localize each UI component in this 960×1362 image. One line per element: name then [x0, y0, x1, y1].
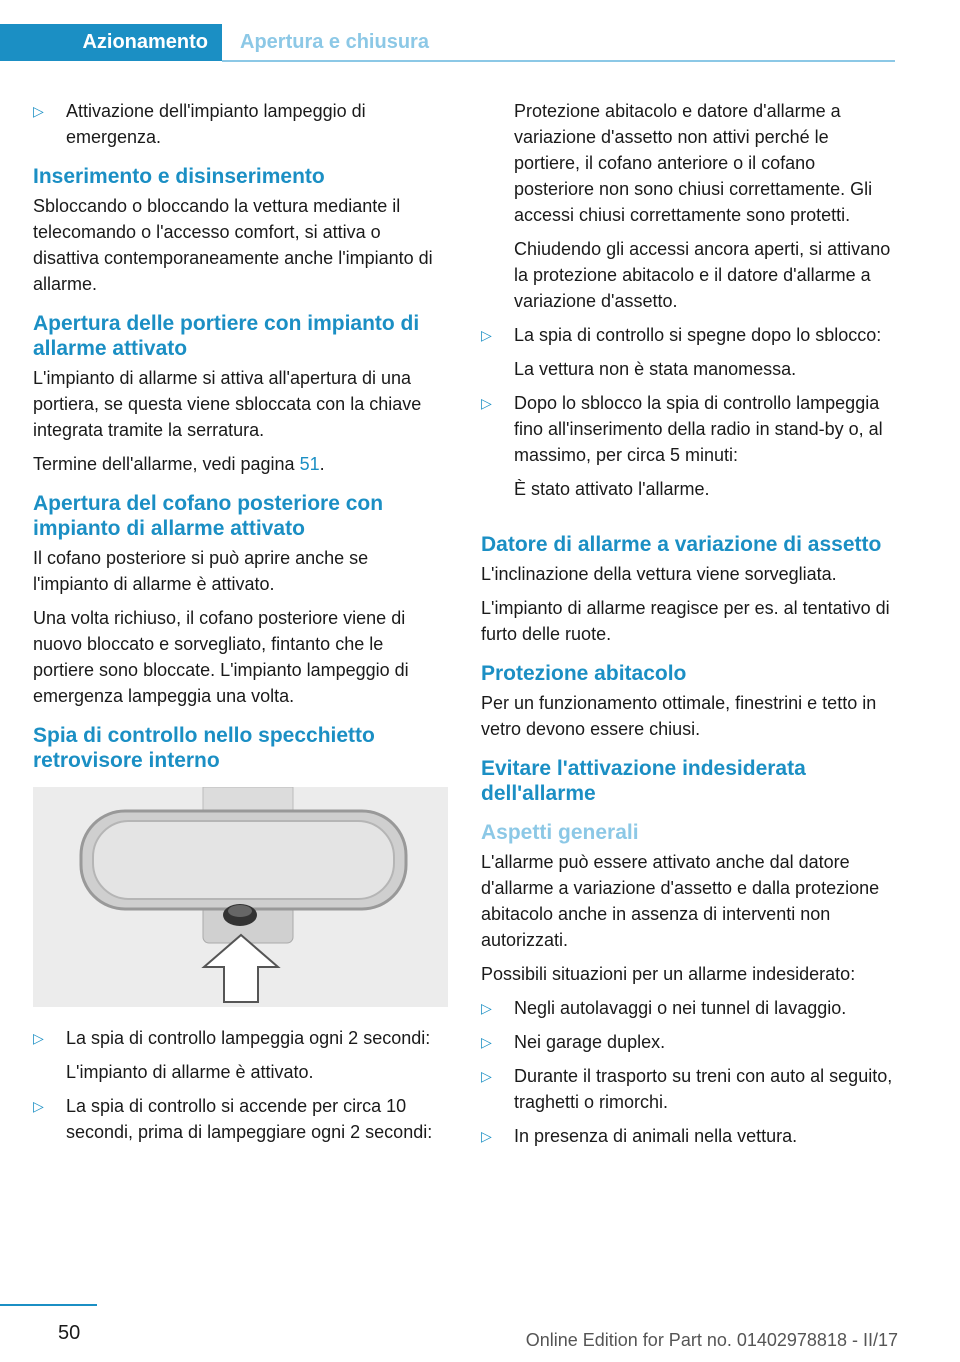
bullet-triangle-icon: ▷ — [33, 1098, 44, 1114]
bullet-item: ▷ Negli autolavaggi o nei tunnel di lavaggio. — [481, 995, 896, 1021]
paragraph: L'impianto di allarme si attiva all'apertura di una portiera, se questa viene sbloccata con la chiave integrata tramite la serratura. — [33, 368, 422, 440]
subheading-aspetti-generali: Aspetti generali — [481, 821, 639, 844]
bullet-triangle-icon: ▷ — [481, 1068, 492, 1084]
header-tabs — [0, 24, 895, 62]
paragraph: Possibili situazioni per un allarme indesiderato: — [481, 964, 856, 984]
bullet-triangle-icon: ▷ — [481, 327, 492, 343]
heading-evitare-attivazione: Evitare l'attivazione indesiderata dell'allarme — [481, 757, 806, 805]
bullet-item: ▷ Attivazione dell'impianto lampeggio di emergenza. — [33, 98, 448, 150]
right-column — [481, 98, 896, 1157]
paragraph: Per un funzionamento ottimale, finestrini e tetto in vetro devono essere chiusi. — [481, 693, 877, 739]
footer-edition: Online Edition for Part no. 01402978818 - II/17 — [525, 1330, 898, 1350]
paragraph: L'allarme può essere attivato anche dal datore d'allarme a variazione d'assetto e dalla protezione abitacolo anche in assenza di interventi non autorizzati. — [481, 852, 880, 950]
bullet-item: ▷ La spia di controllo si spegne dopo lo sblocco: — [481, 322, 896, 348]
page-number: 50 — [58, 1322, 81, 1344]
bullet-triangle-icon: ▷ — [481, 1000, 492, 1016]
heading-datore-allarme: Datore di allarme a variazione di assetto — [481, 533, 882, 556]
bullet-triangle-icon: ▷ — [481, 1034, 492, 1050]
bullet-item: ▷ Durante il trasporto su treni con auto al seguito, traghetti o rimorchi. — [481, 1063, 896, 1115]
tab-azionamento: Azionamento — [0, 24, 222, 61]
bullet-triangle-icon: ▷ — [33, 1030, 44, 1046]
bullet-sub: L'impianto di allarme è attivato. — [66, 1062, 314, 1082]
paragraph: L'inclinazione della vettura viene sorvegliata. — [481, 564, 837, 584]
bullet-triangle-icon: ▷ — [481, 1128, 492, 1144]
heading-inserimento: Inserimento e disinserimento — [33, 165, 325, 188]
paragraph: L'impianto di allarme reagisce per es. al tentativo di furto delle ruote. — [481, 598, 890, 644]
heading-apertura-cofano: Apertura del cofano posteriore con impianto di allarme attivato — [33, 492, 384, 540]
page-link[interactable]: 51 — [299, 454, 320, 474]
rearview-mirror-image — [33, 787, 448, 1007]
paragraph: Protezione abitacolo e datore d'allarme a variazione d'assetto non attivi perché le portiere, il cofano anteriore o il cofano posteriore non sono chiusi correttamente. Gli accessi chiusi correttamente sono protetti. — [514, 101, 873, 225]
bullet-item: ▷ Dopo lo sblocco la spia di controllo lampeggia fino all'inserimento della radio in stand-by o, al massimo, per circa 5 minuti: — [481, 390, 896, 468]
paragraph-termine: Termine dell'allarme, vedi pagina 51. — [33, 454, 325, 474]
bullet-triangle-icon: ▷ — [33, 103, 44, 119]
paragraph: Il cofano posteriore si può aprire anche se l'impianto di allarme è attivato. — [33, 548, 369, 594]
tab-apertura-chiusura: Apertura e chiusura — [240, 31, 429, 53]
left-column — [33, 98, 448, 1153]
bullet-item: ▷ In presenza di animali nella vettura. — [481, 1123, 896, 1149]
bullet-item: ▷ La spia di controllo si accende per circa 10 secondi, prima di lampeggiare ogni 2 secondi: — [33, 1093, 448, 1145]
bullet-triangle-icon: ▷ — [481, 395, 492, 411]
bullet-item: ▷ Nei garage duplex. — [481, 1029, 896, 1055]
heading-spia-controllo: Spia di controllo nello specchietto retrovisore interno — [33, 724, 375, 772]
heading-apertura-portiere: Apertura delle portiere con impianto di allarme attivato — [33, 312, 420, 360]
paragraph: Una volta richiuso, il cofano posteriore viene di nuovo bloccato e sorvegliato, fintanto che le portiere sono bloccate. L'impianto lampeggio di emergenza lampeggia una volta. — [33, 608, 409, 706]
paragraph: Chiudendo gli accessi ancora aperti, si attivano la protezione abitacolo e il datore d'allarme a variazione d'assetto. — [514, 239, 891, 311]
paragraph: Sbloccando o bloccando la vettura mediante il telecomando o l'accesso comfort, si attiva o disattiva contemporaneamente anche l'impianto di allarme. — [33, 196, 433, 294]
mirror-illustration — [33, 787, 448, 1007]
page-number-rule — [0, 1304, 97, 1306]
header-divider — [222, 60, 895, 62]
bullet-sub: È stato attivato l'allarme. — [514, 479, 710, 499]
bullet-item: ▷ La spia di controllo lampeggia ogni 2 secondi: — [33, 1025, 448, 1051]
bullet-sub: La vettura non è stata manomessa. — [514, 359, 797, 379]
heading-protezione-abitacolo: Protezione abitacolo — [481, 662, 687, 685]
